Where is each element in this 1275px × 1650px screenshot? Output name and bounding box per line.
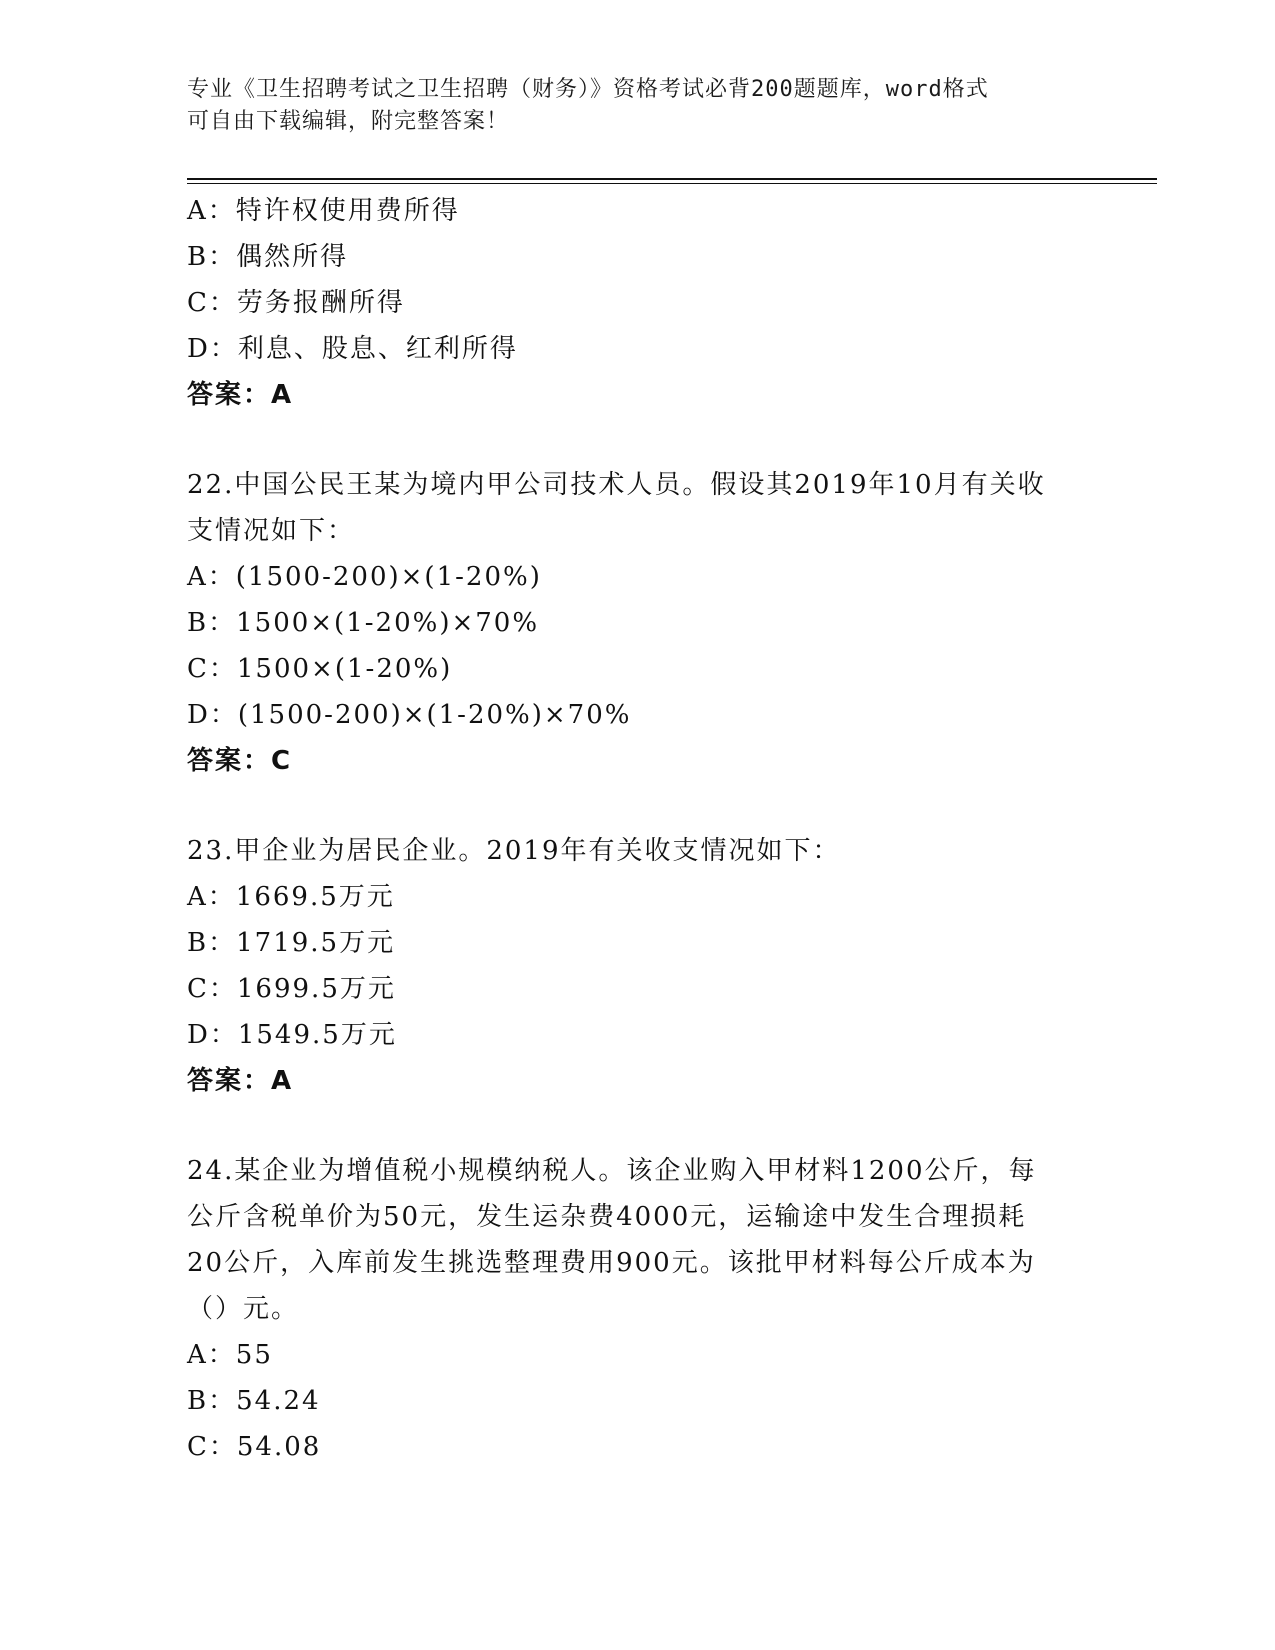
option-a: A：1669.5万元 xyxy=(187,882,395,912)
option-d: D：利息、股息、红利所得 xyxy=(187,334,518,364)
option-b: B：54.24 xyxy=(187,1386,321,1416)
question-21 xyxy=(187,188,1087,418)
header-divider-thin xyxy=(187,183,1157,184)
header-title-line-1: 专业《卫生招聘考试之卫生招聘（财务）》资格考试必背200题题库，word格式 xyxy=(187,77,989,102)
header-title-line-2: 可自由下载编辑，附完整答案！ xyxy=(187,109,510,134)
question-text-line-1: 24.某企业为增值税小规模纳税人。该企业购入甲材料1200公斤，每 xyxy=(187,1156,1037,1186)
question-content xyxy=(187,188,1087,1470)
question-text-line-2: 支情况如下： xyxy=(187,516,356,546)
option-c: C：54.08 xyxy=(187,1432,322,1462)
option-d: D：(1500-200)×(1-20%)×70% xyxy=(187,700,632,730)
option-c: C：劳务报酬所得 xyxy=(187,288,405,318)
document-header xyxy=(187,74,1067,138)
question-text-line-1: 22.中国公民王某为境内甲公司技术人员。假设其2019年10月有关收 xyxy=(187,470,1046,500)
question-23 xyxy=(187,828,1087,1104)
answer-line: 答案：C xyxy=(187,746,293,776)
question-text-line-2: 公斤含税单价为50元，发生运杂费4000元，运输途中发生合理损耗 xyxy=(187,1202,1027,1232)
header-divider-thick xyxy=(187,178,1157,180)
question-text-line-1: 23.甲企业为居民企业。2019年有关收支情况如下： xyxy=(187,836,841,866)
option-a: A：特许权使用费所得 xyxy=(187,196,460,226)
option-b: B：1719.5万元 xyxy=(187,928,396,958)
answer-line: 答案：A xyxy=(187,380,294,410)
question-text-line-3: 20公斤，入库前发生挑选整理费用900元。该批甲材料每公斤成本为 xyxy=(187,1248,1036,1278)
question-text-line-4: （）元。 xyxy=(187,1294,300,1324)
option-c: C：1699.5万元 xyxy=(187,974,396,1004)
option-b: B：偶然所得 xyxy=(187,242,349,272)
option-a: A：(1500-200)×(1-20%) xyxy=(187,562,542,592)
option-c: C：1500×(1-20%) xyxy=(187,654,453,684)
question-22 xyxy=(187,462,1087,784)
question-24 xyxy=(187,1148,1087,1470)
option-b: B：1500×(1-20%)×70% xyxy=(187,608,540,638)
answer-line: 答案：A xyxy=(187,1066,294,1096)
option-d: D：1549.5万元 xyxy=(187,1020,397,1050)
option-a: A：55 xyxy=(187,1340,273,1370)
